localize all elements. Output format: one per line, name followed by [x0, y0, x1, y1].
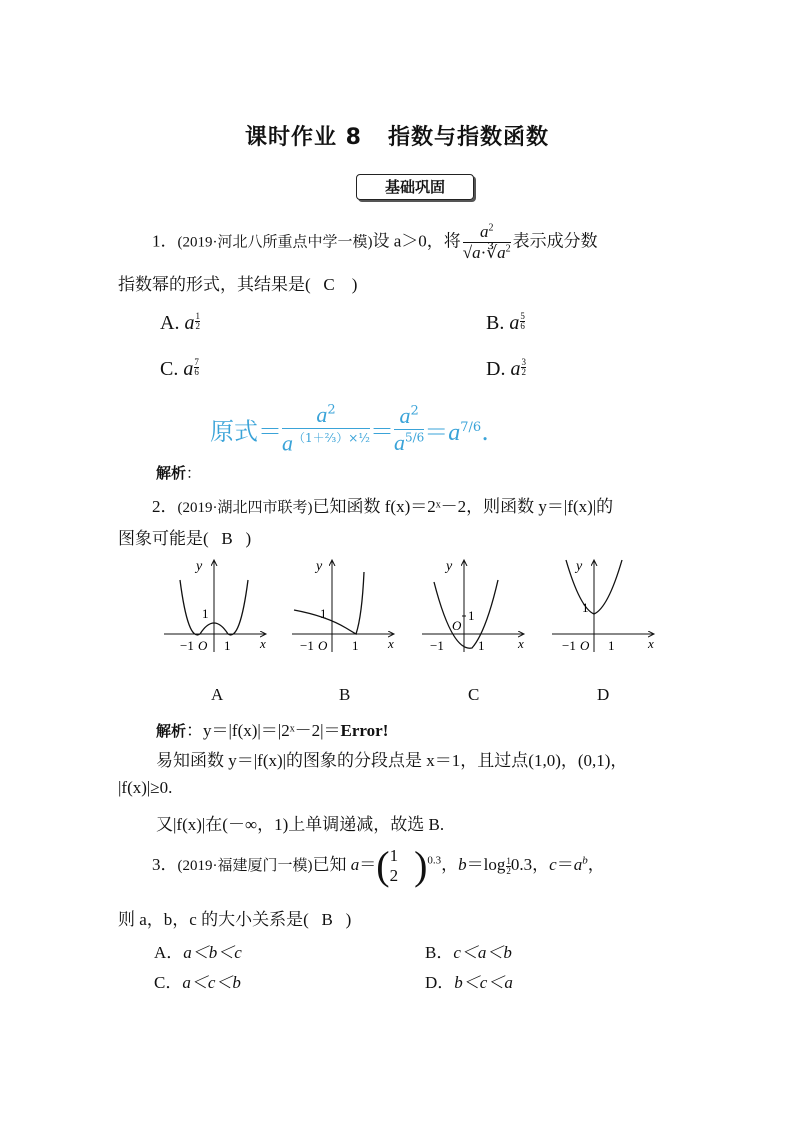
q2-solution-line1: 解析：y＝|f(x)|＝|2ˣ－2|＝Error! — [156, 721, 389, 740]
page-title — [0, 120, 794, 151]
q2-solution-line4: 又|f(x)|在(－∞，1)上单调递减，故选 B. — [156, 815, 445, 834]
svg-text:y: y — [576, 559, 583, 574]
error-text: Error! — [340, 721, 389, 740]
svg-text:1: 1 — [582, 600, 589, 615]
q1-solution-formula: 原式＝ $\frac{a^2}{a^{(1+\frac{2}{3})\times\frac{1}{2}}}$ ＝ $\frac{a^2}{a^{5/6}}$ $=a^{7/6}$. — [210, 402, 489, 456]
svg-text:−1: −1 — [430, 638, 444, 653]
q3-option-d: D．b＜c＜a — [425, 973, 513, 992]
svg-text:−1: −1 — [180, 638, 194, 653]
svg-text:−1: −1 — [562, 638, 576, 653]
svg-text:y: y — [196, 559, 203, 574]
graph-a — [164, 559, 266, 653]
q1-line1 — [152, 222, 598, 263]
q1-source: (2019·河北八所重点中学一模) — [177, 234, 373, 251]
q1-text-b: 表示成分数 — [512, 231, 598, 251]
svg-text:x: x — [648, 636, 654, 651]
q1-number: 1． — [152, 231, 178, 251]
svg-text:x: x — [260, 636, 266, 651]
q3-answer: B — [321, 910, 333, 929]
svg-text:−1: −1 — [300, 638, 314, 653]
svg-text:1: 1 — [478, 638, 485, 653]
q1-answer: C — [323, 275, 335, 294]
svg-text:O: O — [580, 638, 590, 653]
q1-text-a: 设 a＞0，将 — [372, 231, 461, 251]
svg-text:x: x — [518, 636, 524, 651]
svg-text:1: 1 — [320, 606, 327, 621]
graph-b — [292, 559, 394, 653]
q2-line2: 图象可能是( B ) — [118, 529, 252, 548]
graph-c — [422, 559, 524, 653]
svg-text:1: 1 — [352, 638, 359, 653]
q2-graphs — [158, 552, 668, 662]
q2-line1: 2．(2019·湖北四市联考)已知函数 f(x)＝2ˣ－2，则函数 y＝|f(x)|的 — [152, 497, 614, 516]
section-badge: 基础巩固 — [356, 174, 474, 200]
svg-text:1: 1 — [468, 608, 475, 623]
svg-text:y: y — [446, 559, 453, 574]
q1-option-a: A. a $\frac{1}{2}$ — [160, 311, 200, 334]
q1-fraction: $\frac{a^2}{√a\cdot∛a^2}$ — [462, 222, 511, 262]
q1-solution-label: 解析： — [156, 466, 202, 482]
svg-text:O: O — [198, 638, 208, 653]
graph-label-b: B — [339, 685, 351, 704]
svg-text:y: y — [316, 559, 323, 574]
graph-label-d: D — [597, 685, 610, 704]
q1-option-d: D. a $\frac{3}{2}$ — [486, 357, 526, 380]
graph-d — [552, 559, 654, 653]
svg-text:1: 1 — [608, 638, 615, 653]
q3-option-a: A．a＜b＜c — [154, 943, 242, 962]
q1-line2: 指数幂的形式，其结果是( C ) — [118, 275, 358, 294]
title-sub: 指数与指数函数 — [387, 125, 549, 150]
svg-text:O: O — [452, 618, 462, 633]
title-main: 课时作业 8 — [245, 125, 362, 150]
svg-text:1: 1 — [224, 638, 231, 653]
svg-text:O: O — [318, 638, 328, 653]
svg-text:x: x — [388, 636, 394, 651]
svg-text:1: 1 — [202, 606, 209, 621]
graph-label-a: A — [211, 685, 224, 704]
q3-line2: 则 a，b，c 的大小关系是( B ) — [118, 910, 352, 929]
q3-option-c: C．a＜c＜b — [154, 973, 241, 992]
graph-label-c: C — [468, 685, 480, 704]
q2-solution-line2: 易知函数 y＝|f(x)|的图象的分段点是 x＝1，且过点(1,0)，(0,1)， — [156, 751, 628, 770]
q2-solution-line3: |f(x)|≥0. — [118, 778, 173, 797]
q2-answer: B — [221, 529, 233, 548]
q1-option-b: B. a $\frac{5}{6}$ — [486, 311, 525, 334]
q3-line1: 3．(2019·福建厦门一模)已知 a＝( 1 2 )$^{0.3}$，b＝log $_{\frac{1}{2}}$ 0.3，$c=a^b$， — [152, 843, 605, 888]
q3-option-b: B．c＜a＜b — [425, 943, 512, 962]
q1-option-c: C. a $\frac{7}{6}$ — [160, 357, 199, 380]
